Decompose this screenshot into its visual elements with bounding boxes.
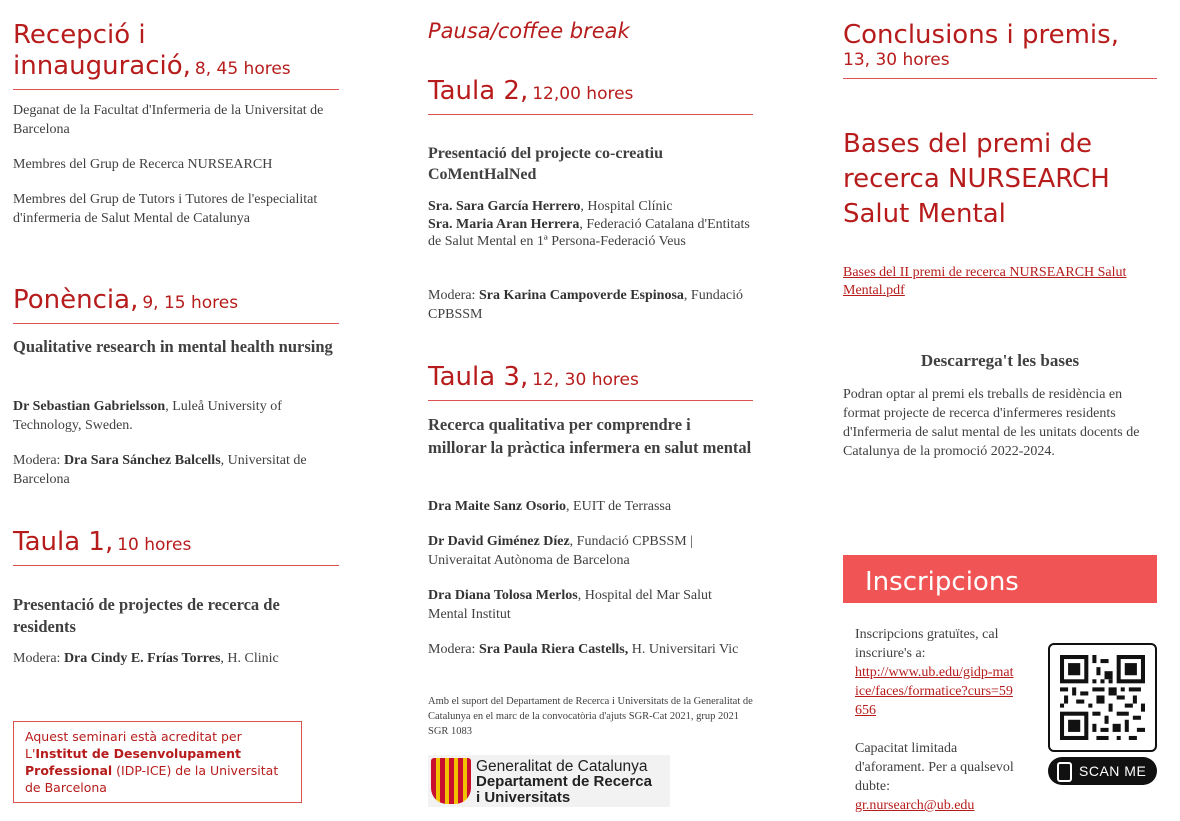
lecture-title: Ponència, [13, 285, 139, 315]
capacity-text: Capacitat limitada d'aforament. Per a qualsevol dubte: [855, 741, 1014, 794]
generalitat-logo [428, 755, 670, 807]
table3-panelist3-name: Dra Diana Tolosa Merlos [428, 588, 578, 603]
table3-moderator [428, 640, 753, 659]
table3-moderator-name: Sra Paula Riera Castells, [478, 642, 629, 657]
table1-moderator-name: Dra Cindy E. Frías Torres [63, 651, 221, 666]
table3-panelist1-affiliation: , EUIT de Terrassa [566, 499, 672, 514]
lecture-time: 9, 15 hores [142, 293, 239, 313]
award-rules-description: Podran optar al premi els treballs de residència en format projecte de recerca d'infermeres residents d'Infermeria de salut mental de les unitats docents de Catalunya de la promoció 2022-2024. [843, 387, 1140, 459]
table2-panelist1-name: Sra. Sara García Herrero [428, 199, 581, 214]
accreditation-institute: Institut de Desenvolupament Professional [25, 746, 241, 778]
table2-moderator [428, 286, 753, 324]
reception-item-deanery: Deganat de la Facultat d'Infermeria de la Universitat de Barcelona [13, 103, 324, 137]
table2-moderator-affiliation: , Fundació CPBSSM [428, 288, 744, 322]
conclusions-time: 13, 30 hores [843, 50, 950, 70]
accreditation-text-start: Aquest seminari està acreditat per L' [25, 729, 242, 761]
table3-time: 12, 30 hores [532, 370, 639, 390]
registration-url-link[interactable]: http://www.ub.edu/gidp-matice/faces/formatice?curs=59656 [855, 665, 1014, 718]
reception-title-line2: innauguració, [13, 51, 191, 81]
contact-email-link[interactable]: gr.nursearch@ub.edu [855, 798, 975, 813]
support-note: Amb el suport del Departament de Recerca i Universitats de la Generalitat de Catalunya en el marc de la convocatòria d'ajuts SGR-Cat 2021, grup 2021 SGR 1083 [428, 696, 753, 737]
table3-panelist2-name: Dr David Giménez Díez [428, 534, 570, 549]
phone-icon [1057, 762, 1072, 782]
table3-panelist3 [428, 586, 753, 624]
table2-moderator-name: Sra Karina Campoverde Espinosa [478, 288, 684, 303]
table1-time: 10 hores [117, 535, 192, 555]
logo-line3: i Universitats [476, 789, 571, 806]
reception-item-tutors: Membres del Grup de Tutors i Tutores de l'especialitat d'infermeria de Salut Mental de Catalunya [13, 192, 318, 226]
table3-panelist2 [428, 532, 753, 570]
table2-moderator-label: Modera: [428, 288, 479, 303]
reception-item-nursearch: Membres del Grup de Recerca NURSEARCH [13, 157, 273, 172]
table2-time: 12,00 hores [532, 84, 634, 104]
table3-panelist3-affiliation: , Hospital del Mar Salut Mental Institut [428, 588, 712, 622]
lecture-heading [13, 285, 339, 324]
lecture-moderator-name: Dra Sara Sánchez Balcells [63, 453, 221, 468]
table1-title: Taula 1, [13, 527, 114, 557]
registrations-banner [843, 555, 1157, 603]
lecture-moderator [13, 451, 339, 489]
table2-heading [428, 76, 753, 115]
table2-title: Taula 2, [428, 76, 529, 106]
lecture-subtitle: Qualitative research in mental health nursing [13, 337, 333, 356]
logo-line2: Departament de Recerca [476, 773, 652, 790]
table3-title: Taula 3, [428, 362, 529, 392]
registrations-text: Inscripcions gratuïtes, cal inscriure's a: [855, 627, 999, 661]
catalan-shield-icon [431, 758, 471, 804]
table3-moderator-affiliation: H. Universitari Vic [628, 642, 739, 657]
qr-code-icon [1060, 655, 1145, 740]
lecture-speaker-affiliation: , Luleå University of Technology, Sweden. [13, 399, 282, 433]
accreditation-badge [13, 721, 302, 803]
table3-subtitle: Recerca qualitativa per comprendre i millorar la pràctica infermera en salut mental [428, 415, 752, 457]
table3-panelist2-affiliation: , Fundació CPBSSM | Univeraitat Autònoma de Barcelona [428, 534, 694, 568]
table1-moderator-affiliation: , H. Clinic [220, 651, 279, 666]
table1-moderator [13, 649, 339, 668]
reception-title-line1: Recepció i [13, 20, 146, 50]
table2-panelist2-affiliation: , Federació Catalana d'Entitats de Salut Mental en 1ª Persona-Federació Veus [428, 216, 750, 249]
conclusions-title: Conclusions i premis, [843, 20, 1119, 50]
award-rules-title: Bases del premi de recerca NURSEARCH Salut Mental [843, 129, 1110, 229]
registrations-title: Inscripcions [865, 567, 1019, 597]
reception-time: 8, 45 hores [194, 59, 291, 79]
lecture-speaker [13, 397, 339, 435]
reception-heading [13, 20, 339, 90]
coffee-break-label: Pausa/coffee break [428, 19, 630, 43]
award-rules-pdf-link[interactable]: Bases del II premi de recerca NURSEARCH Salut Mental.pdf [843, 265, 1127, 298]
table2-panelist2-name: Sra. Maria Aran Herrera [428, 216, 580, 232]
table1-moderator-label: Modera: [13, 651, 64, 666]
table3-heading [428, 362, 753, 401]
accreditation-text-end: (IDP-ICE) de la Universitat de Barcelona [25, 763, 279, 795]
lecture-speaker-name: Dr Sebastian Gabrielsson [13, 399, 166, 414]
table3-panelist1 [428, 497, 753, 516]
table2-subtitle: Presentació del projecte co-creatiu CoMentHalNed [428, 145, 664, 183]
lecture-moderator-affiliation: , Universitat de Barcelona [13, 453, 307, 487]
scan-me-button[interactable] [1048, 757, 1157, 785]
conclusions-heading [843, 20, 1157, 79]
lecture-moderator-label: Modera: [13, 453, 64, 468]
table2-panelists [428, 198, 753, 251]
qr-code[interactable] [1048, 643, 1157, 752]
table1-heading [13, 527, 339, 566]
logo-line1: Generalitat de Catalunya [476, 758, 648, 775]
logo-line2-3 [476, 774, 652, 806]
registrations-info [855, 625, 1017, 815]
scan-me-label: SCAN ME [1079, 763, 1147, 779]
table3-moderator-label: Modera: [428, 642, 479, 657]
table3-panelist1-name: Dra Maite Sanz Osorio [428, 499, 567, 514]
table2-panelist1-affiliation: , Hospital Clínic [580, 199, 673, 214]
download-rules-label: Descarrega't les bases [920, 351, 1080, 370]
table1-subtitle: Presentació de projectes de recerca de residents [13, 595, 280, 636]
